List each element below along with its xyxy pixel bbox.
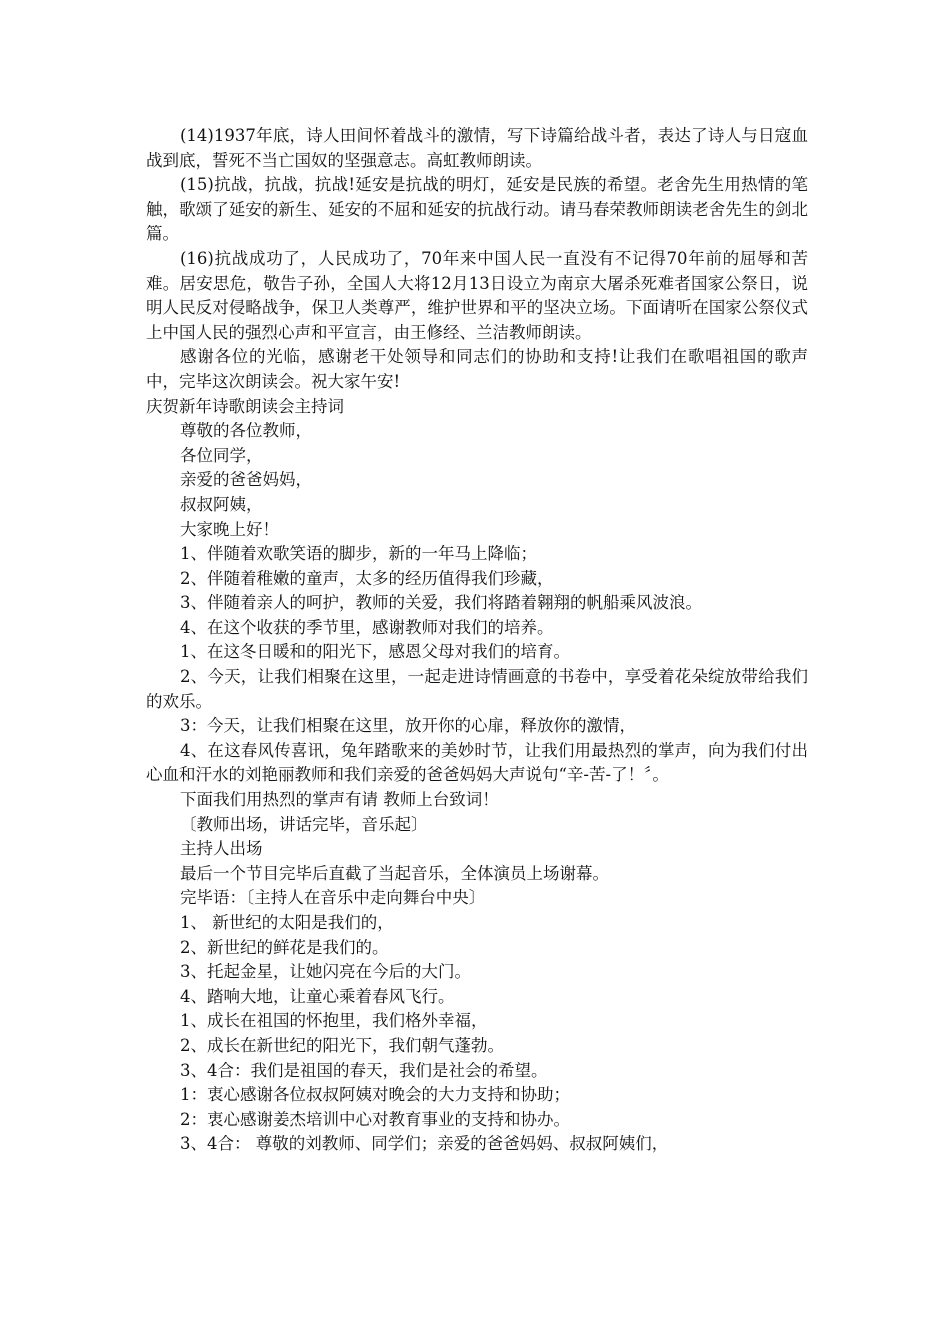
paragraph: 亲爱的爸爸妈妈，	[180, 470, 312, 490]
paragraph: 1、伴随着欢歌笑语的脚步，新的一年马上降临；	[180, 544, 537, 564]
paragraph: 3：今天，让我们相聚在这里，放开你的心扉，释放你的激情，	[180, 716, 636, 736]
document-page	[146, 124, 808, 1157]
paragraph: 2、新世纪的鲜花是我们的。	[180, 937, 389, 957]
paragraph: 2、今天，让我们相聚在这里，一起走进诗情画意的书卷中，享受着花朵绽放带给我们的欢乐。	[146, 667, 808, 711]
paragraph-closing-thanks: 感谢各位的光临，感谢老干处领导和同志们的协助和支持!让我们在歌唱祖国的歌声中，完毕这次朗读会。祝大家午安!	[146, 347, 808, 391]
paragraph: 3、4合： 尊敬的刘教师、同学们；亲爱的爸爸妈妈、叔叔阿姨们，	[180, 1134, 669, 1154]
paragraph: 完毕语：〔主持人在音乐中走向舞台中央〕	[180, 888, 486, 908]
paragraph: 2、伴随着稚嫩的童声，太多的经历值得我们珍藏，	[180, 568, 554, 588]
paragraph: 最后一个节目完毕后直截了当起音乐，全体演员上场谢幕。	[180, 863, 609, 883]
paragraph: 1：衷心感谢各位叔叔阿姨对晚会的大力支持和协助；	[180, 1085, 570, 1105]
paragraph: 3、4合：我们是祖国的春天，我们是社会的希望。	[180, 1060, 548, 1080]
paragraph: 2：衷心感谢姜杰培训中心对教育事业的支持和协办。	[180, 1109, 570, 1129]
paragraph: 各位同学，	[180, 445, 263, 465]
paragraph: 〔教师出场，讲话完毕，音乐起〕	[180, 814, 428, 834]
paragraph-16: (16)抗战成功了，人民成功了，70年来中国人民一直没有不记得70年前的屈辱和苦难。居安思危，敬告子孙，全国人大将12月13日设立为南京大屠杀死难者国家公祭日，说明人民反对侵略战争，保卫人类尊严，维护世界和平的坚决立场。下面请听在国家公祭仪式上中国人民的强烈心声和平宣言，由王修经、兰洁教师朗读。	[146, 248, 808, 342]
paragraph: 4、踏响大地，让童心乘着春风飞行。	[180, 986, 455, 1006]
paragraph: 主持人出场	[180, 839, 263, 859]
paragraph: 3、伴随着亲人的呵护，教师的关爱，我们将踏着翱翔的帆船乘风波浪。	[180, 593, 702, 613]
paragraph: 1、 新世纪的太阳是我们的，	[180, 913, 394, 932]
paragraph: 大家晚上好！	[180, 519, 279, 539]
paragraph: 尊敬的各位教师，	[180, 421, 312, 441]
paragraph: 1、在这冬日暖和的阳光下，感恩父母对我们的培育。	[180, 642, 570, 662]
paragraph: 1、成长在祖国的怀抱里，我们格外幸福，	[180, 1011, 488, 1031]
section-title: 庆贺新年诗歌朗读会主持词	[146, 396, 344, 416]
paragraph: 叔叔阿姨，	[180, 494, 263, 514]
paragraph: 下面我们用热烈的掌声有请 教师上台致词！	[180, 790, 499, 810]
paragraph: 3、托起金星，让她闪亮在今后的大门。	[180, 962, 471, 982]
paragraph: 4、在这春风传喜讯，兔年踏歌来的美妙时节，让我们用最热烈的掌声，向为我们付出心血和汗水的刘艳丽教师和我们亲爱的爸爸妈妈大声说句“辛-苦-了！〞。	[146, 740, 808, 785]
paragraph: 2、成长在新世纪的阳光下，我们朝气蓬勃。	[180, 1035, 504, 1055]
paragraph-14: (14)1937年底，诗人田间怀着战斗的激情，写下诗篇给战斗者，表达了诗人与日寇血战到底，誓死不当亡国奴的坚强意志。高虹教师朗读。	[146, 126, 808, 170]
paragraph: 4、在这个收获的季节里，感谢教师对我们的培养。	[180, 617, 554, 637]
paragraph-15: (15)抗战，抗战，抗战!延安是抗战的明灯，延安是民族的希望。老舍先生用热情的笔触，歌颂了延安的新生、延安的不屈和延安的抗战行动。请马春荣教师朗读老舍先生的剑北篇。	[146, 175, 808, 244]
